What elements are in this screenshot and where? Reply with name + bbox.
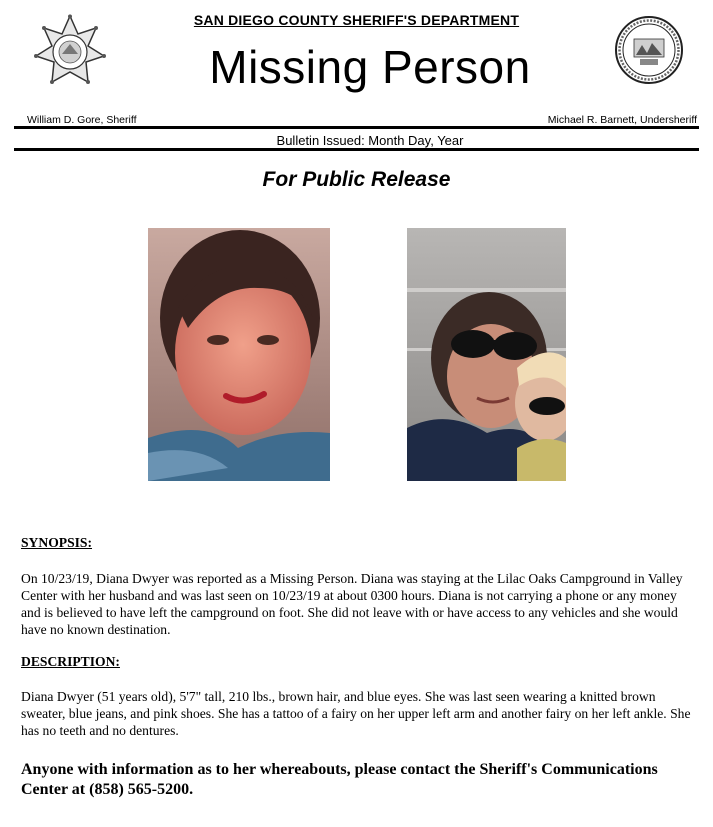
missing-person-photo-2: [407, 228, 566, 481]
contact-information: Anyone with information as to her whereabouts, please contact the Sheriff's Communications Center at (858) 565-5200.: [21, 761, 658, 798]
divider: [14, 126, 699, 129]
description-heading: DESCRIPTION:: [21, 654, 120, 669]
synopsis-text: On 10/23/19, Diana Dwyer was reported as a Missing Person. Diana was staying at the Lilac Oaks Campground in Valley Center with her husband and was last seen on 10/23/19 at about 0300 hours. Diana is not carrying a phone or any money and is believed to have left the campground on foot. She did not leave with or have access to any vehicles and she would have no known destination.: [21, 571, 683, 637]
department-name: SAN DIEGO COUNTY SHERIFF'S DEPARTMENT: [193, 12, 520, 28]
missing-person-photo: [148, 228, 330, 481]
undersheriff-name: Michael R. Barnett, Undersheriff: [547, 114, 697, 126]
sheriff-name: William D. Gore, Sheriff: [27, 114, 137, 126]
description-text: Diana Dwyer (51 years old), 5'7" tall, 210 lbs., brown hair, and blue eyes. She was last seen wearing a knitted brown sweater, blue jeans, and pink shoes. She has a tattoo of a fairy on her upper left arm and another fairy on her left ankle. She has no teeth and no dentures.: [21, 689, 691, 738]
bulletin-issued: Bulletin Issued: Month Day, Year: [276, 133, 464, 148]
page-title: Missing Person: [209, 41, 531, 93]
synopsis-heading: SYNOPSIS:: [21, 535, 93, 550]
release-label: For Public Release: [262, 168, 451, 191]
divider: [14, 148, 699, 151]
